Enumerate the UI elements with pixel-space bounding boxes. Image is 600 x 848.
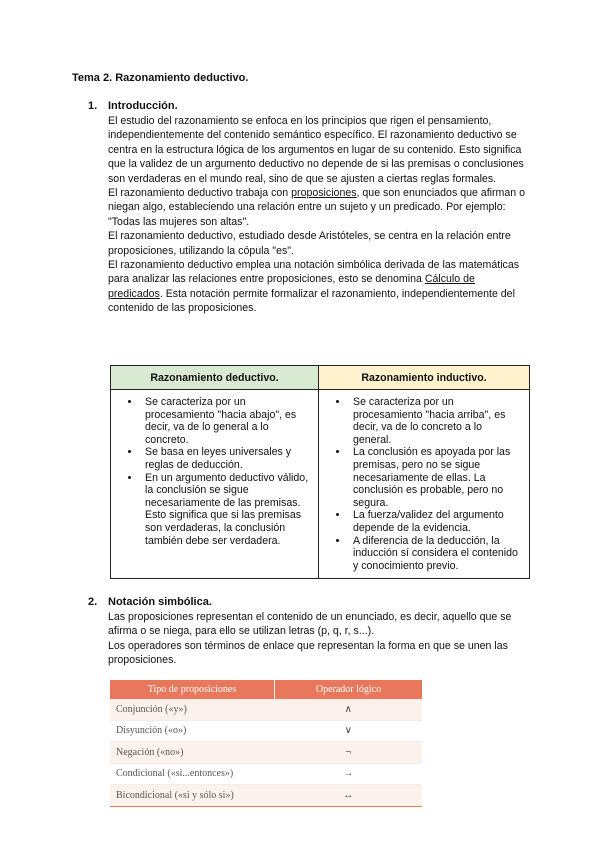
inductive-list	[325, 396, 523, 572]
deductive-header: Razonamiento deductivo.	[111, 366, 319, 390]
col-type-header: Tipo de proposiciones	[110, 680, 275, 699]
inductive-item: • Se caracteriza por un procesamiento "hacia arriba", es decir, va de lo concreto a lo general.	[349, 396, 523, 446]
operator-symbol: →	[275, 763, 423, 785]
inductive-item: • La conclusión es apoyada por las premisas, pero no se sigue necesariamente de ellas. La conclusión es probable, pero no segura.	[349, 446, 523, 509]
operators-paragraph: Los operadores son términos de enlace que representan la forma en que se unen las proposiciones.	[108, 639, 508, 667]
section-2-title: Notación simbólica.	[108, 596, 212, 608]
aristotle-paragraph: El razonamiento deductivo, estudiado desde Aristóteles, se centra en la relación entre proposiciones, utilizando la cópula "es".	[108, 230, 511, 257]
col-operator-header: Operador lógico	[275, 680, 423, 699]
proposition-type: Disyunción («o»)	[110, 720, 275, 742]
operator-symbol: ∧	[275, 699, 423, 720]
inductive-item: • La fuerza/validez del argumento depende de la evidencia.	[349, 509, 523, 534]
proposition-type: Condicional («si...entonces»)	[110, 763, 275, 785]
table-row	[110, 742, 422, 764]
table-row	[110, 785, 422, 807]
inductive-header: Razonamiento inductivo.	[319, 366, 529, 390]
predicate-calculus-link[interactable]: Cálculo de predicados	[108, 273, 475, 300]
section-1-body	[108, 114, 528, 316]
section-1-heading	[88, 100, 178, 112]
operator-symbol: ↔	[275, 785, 423, 807]
operators-table	[110, 680, 422, 807]
deductive-item: • Se basa en leyes universales y reglas de deducción.	[141, 446, 312, 471]
notation-paragraph	[108, 258, 528, 316]
document-title: Tema 2. Razonamiento deductivo.	[72, 72, 249, 84]
proposition-type: Conjunción («y»)	[110, 699, 275, 720]
section-2-number: 2.	[88, 596, 98, 608]
table-row	[110, 720, 422, 742]
section-2-heading	[88, 596, 212, 608]
propositions-text-before: El razonamiento deductivo trabaja con	[108, 187, 292, 200]
operator-symbol: ∨	[275, 720, 423, 742]
section-1-title: Introducción.	[108, 100, 178, 112]
deductive-list	[117, 396, 312, 547]
proposition-type: Negación («no»)	[110, 742, 275, 764]
comparison-table	[110, 365, 530, 579]
inductive-column	[319, 390, 529, 578]
deductive-item: • En un argumento deductivo válido, la conclusión se sigue necesariamente de las premisas. Esto significa que si las premisas son verdaderas, la conclusión también debe ser verdadera.	[141, 472, 312, 548]
propositions-paragraph	[108, 186, 528, 229]
deductive-column	[111, 390, 319, 578]
deductive-item: • Se caracteriza por un procesamiento "hacia abajo", es decir, va de lo general a lo concreto.	[141, 396, 312, 446]
notation-text-before: El razonamiento deductivo emplea una notación simbólica derivada de las matemáticas para analizar las relaciones entre proposiciones, esto se denomina	[108, 259, 520, 286]
intro-paragraph: El estudio del razonamiento se enfoca en los principios que rigen el pensamiento, independientemente del contenido semántico específico. El razonamiento deductivo se centra en la estructura lógica de los argumentos en lugar de su contenido. Esto significa que la validez de un argumento deductivo no depende de si las premisas o conclusiones son verdaderas en el mundo real, sino de que se ajusten a ciertas reglas formales.	[108, 115, 524, 185]
proposition-type: Bicondicional («si y sólo si»)	[110, 785, 275, 807]
operators-header-row	[110, 680, 422, 699]
table-row	[110, 763, 422, 785]
operator-symbol: ¬	[275, 742, 423, 764]
section-2-body	[108, 610, 528, 668]
section-1-number: 1.	[88, 100, 98, 112]
table-row	[110, 699, 422, 720]
propositions-link[interactable]: proposiciones	[291, 187, 357, 200]
notation-text-after: . Esta notación permite formalizar el razonamiento, independientemente del contenido de las proposiciones.	[108, 287, 515, 315]
propositions-text-after: , que son enunciados que afirman o niegan algo, estableciendo una relación entre un sujeto y un predicado. Por ejemplo: "Todas las mujeres son altas".	[108, 187, 525, 228]
propositions-letters-paragraph: Las proposiciones representan el contenido de un enunciado, es decir, aquello que se afirma o se niega, para ello se utilizan letras (p, q, r, s...).	[108, 611, 512, 638]
inductive-item: • A diferencia de la deducción, la inducción sí considera el contenido y conocimiento previo.	[349, 535, 523, 573]
